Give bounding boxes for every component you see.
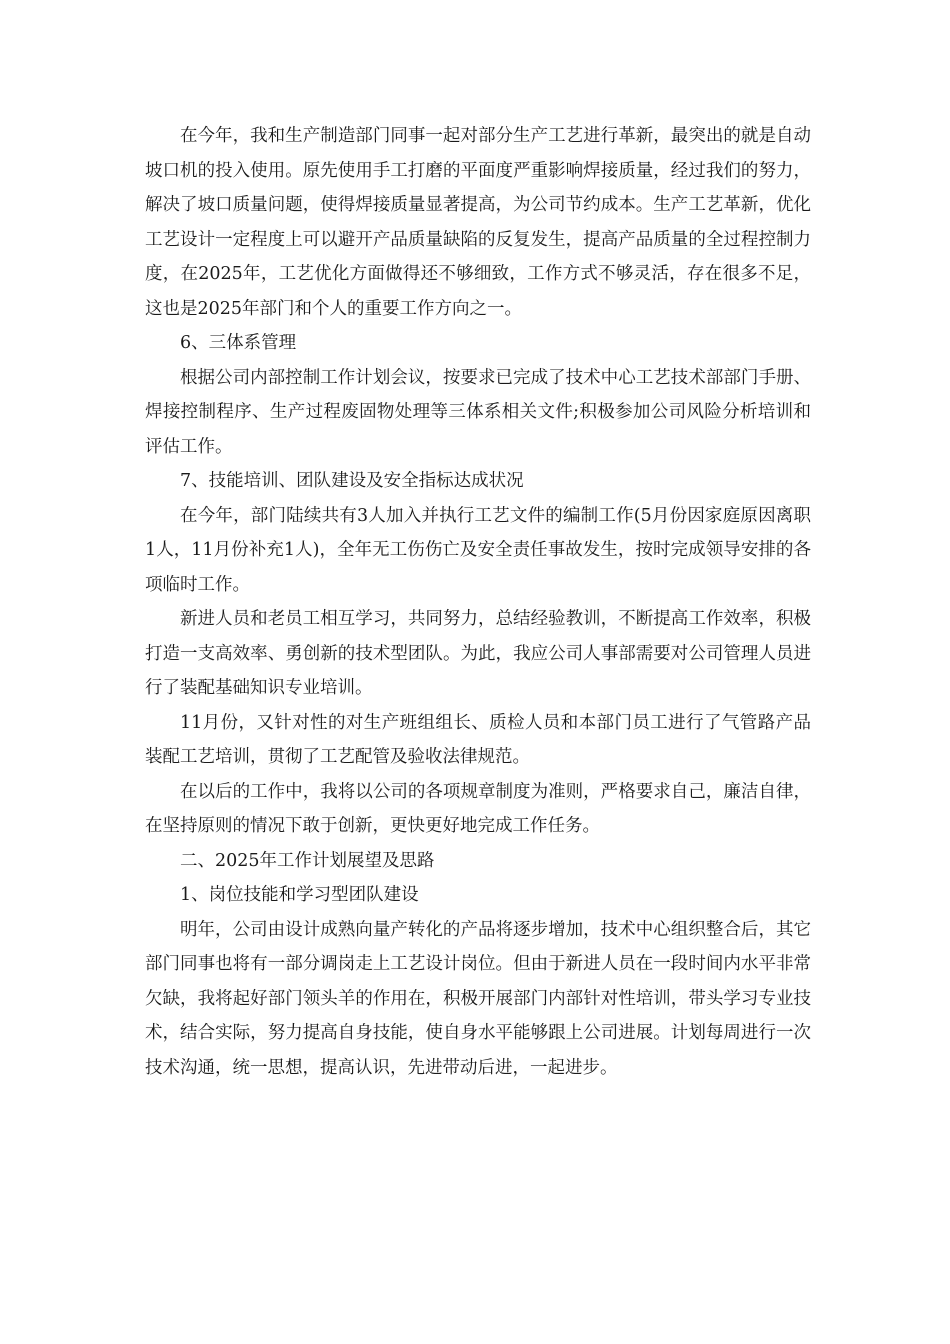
heading-training-team-safety: 7、技能培训、团队建设及安全指标达成状况 (180, 471, 524, 491)
heading-three-systems-management: 6、三体系管理 (180, 333, 297, 353)
paragraph-future-work: 在以后的工作中，我将以公司的各项规章制度为准则，严格要求自己，廉洁自律，在坚持原则的情况下敢于创新，更快更好地完成工作任务。 (145, 781, 811, 836)
heading-work-plan: 二、2025年工作计划展望及思路 (180, 850, 435, 871)
paragraph-november-training: 11月份，又针对性的对生产班组组长、质检人员和本部门员工进行了气管路产品装配工艺培训，贯彻了工艺配管及验收法律规范。 (145, 712, 811, 767)
heading-team-building: 1、岗位技能和学习型团队建设 (180, 885, 419, 905)
paragraph-three-systems: 根据公司内部控制工作计划会议，按要求已完成了技术中心工艺技术部部门手册、焊接控制程序、生产过程废固物处理等三体系相关文件;积极参加公司风险分析培训和评估工作。 (145, 367, 811, 457)
paragraph-process-innovation: 在今年，我和生产制造部门同事一起对部分生产工艺进行革新，最突出的就是自动坡口机的投入使用。原先使用手工打磨的平面度严重影响焊接质量，经过我们的努力，解决了坡口质量问题，使得焊接质量显著提高，为公司节约成本。生产工艺革新，优化工艺设计一定程度上可以避开产品质量缺陷的反复发生，提高产品质量的全过程控制力度，在2025年，工艺优化方面做得还不够细致，工作方式不够灵活，存在很多不足，这也是2025年部门和个人的重要工作方向之一。 (145, 126, 811, 319)
paragraph-mutual-learning: 新进人员和老员工相互学习，共同努力，总结经验教训，不断提高工作效率，积极打造一支高效率、勇创新的技术型团队。为此，我应公司人事部需要对公司管理人员进行了装配基础知识专业培训。 (145, 609, 811, 698)
document-body (145, 119, 811, 1085)
paragraph-next-year-plan: 明年，公司由设计成熟向量产转化的产品将逐步增加，技术中心组织整合后，其它部门同事也将有一部分调岗走上工艺设计岗位。但由于新进人员在一段时间内水平非常欠缺，我将起好部门领头羊的作用在，积极开展部门内部针对性培训，带头学习专业技术，结合实际，努力提高自身技能，使自身水平能够跟上公司进展。计划每周进行一次技术沟通，统一思想，提高认识，先进带动后进，一起进步。 (145, 919, 811, 1078)
paragraph-staffing: 在今年，部门陆续共有3人加入并执行工艺文件的编制工作(5月份因家庭原因离职1人，11月份补充1人)，全年无工伤伤亡及安全责任事故发生，按时完成领导安排的各项临时工作。 (145, 505, 811, 595)
